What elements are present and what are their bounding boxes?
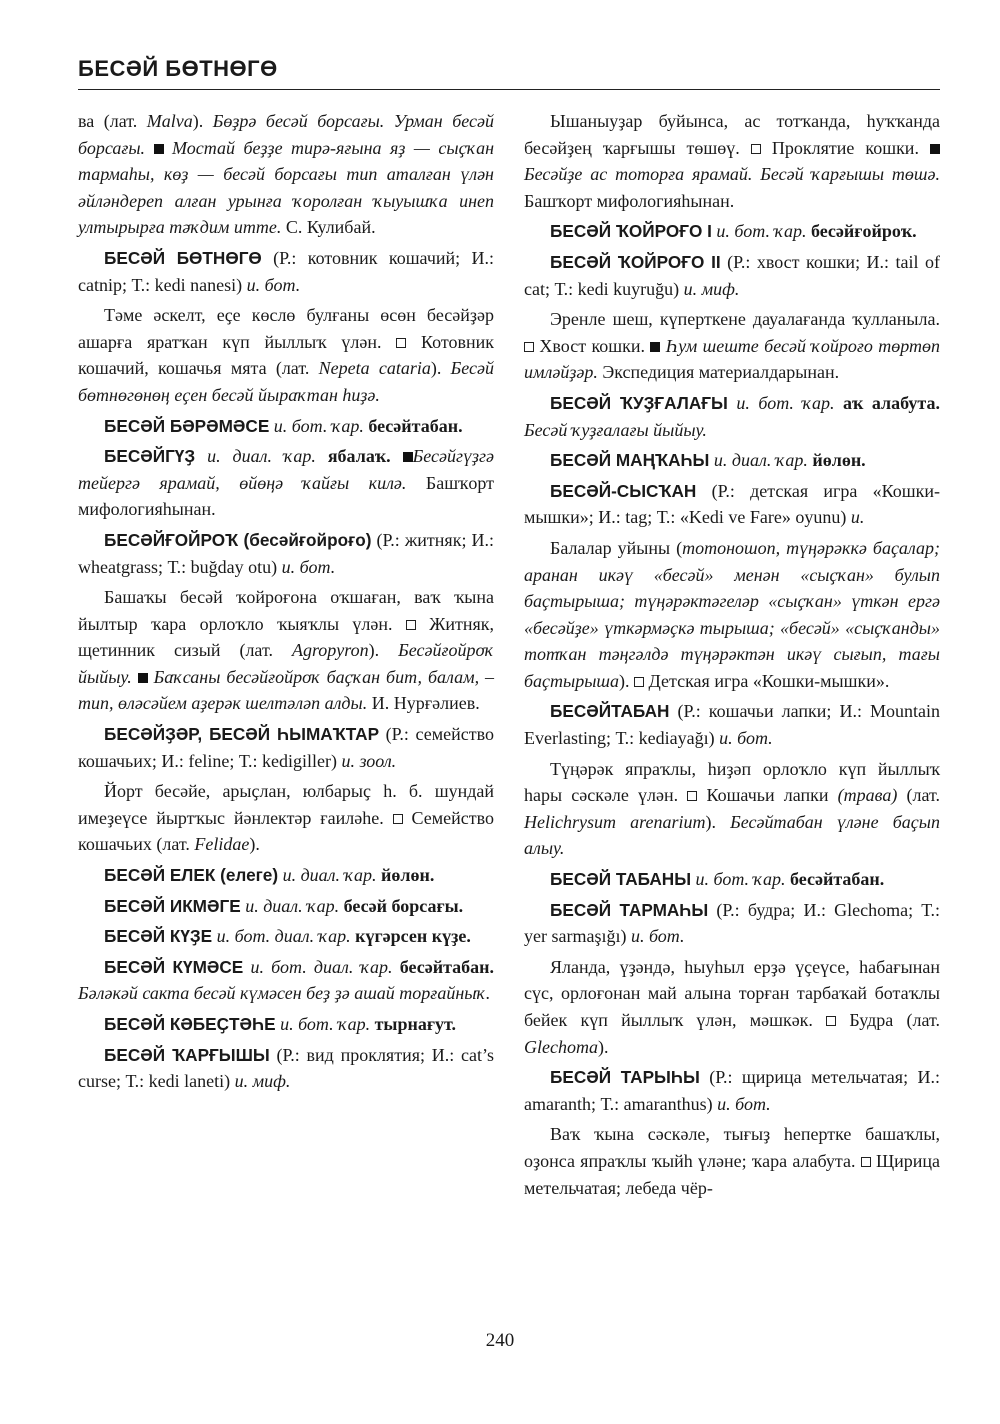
entry: БЕСӘЙ КӘБЕҪТӘҺЕ и. бот. ҡар. тырнағут. (104, 1014, 457, 1034)
entry: БЕСӘЙ МАҢҠАҺЫ и. диал. ҡар. йөлөн. (550, 450, 866, 471)
entry: БЕСӘЙТАБАН (Р.: кошачьи лапки; И.: Mountain Everlasting; Т.: kediayağı) и. бот. (524, 701, 940, 749)
russian-equivalent-icon (393, 814, 403, 824)
headword: БЕСӘЙҘӘР, БЕСӘЙ ҺЫМАҠТАР (104, 724, 380, 745)
headword: БЕСӘЙ ҠОЙРОҒО II (550, 251, 721, 272)
headword: БЕСӘЙТАБАН (550, 701, 670, 722)
entry: БЕСӘЙГҮҘ и. диал. ҡар. ябалаҡ. Бесәйгүҙгә тейергә ярамай, өйөңә ҡайғы килә. Башҡорт мифологияһынан. (78, 446, 495, 520)
russian-equivalent-icon (687, 791, 697, 801)
entry: БЕСӘЙ ТАРМАҺЫ (Р.: будра; И.: Glechoma; Т.: yer sarmaşığı) и. бот. (524, 899, 940, 947)
entry-definition: Ваҡ ҡына сәскәле, тығыҙ һепертке башаҡлы, оҙонса япраҡлы ҡыйһ үләне; ҡара алабута. Щирица метельчатая; лебеда чёр- (524, 1124, 941, 1198)
headword: БЕСӘЙ ТАРЫҺЫ (550, 1067, 700, 1088)
headword: БЕСӘЙГҮҘ (104, 446, 196, 467)
entry-definition: Балалар уйыны (тотоношоп, түңәрәккә баҫалар; аранан икәү «бесәй» менән «сыҫҡан» булып баҫтырыша; түңәрәктәгеләр «сыҫҡан» үткән ергә «бесәйҙе» үткәрмәҫкә тырыша; «бесәй» «сыҫҡанды» тотҡан тәңгәлдә түңәрәктән икәү сығып, тағы баҫтырыша). Детская игра «Кошки-мышки». (524, 537, 940, 691)
entry-definition: Эренле шеш, күперткене дауалағанда ҡулланыла. Хвост кошки. Һум шеште бесәй ҡойроғо төртөп имләйҙәр. Экспедиция материалдарынан. (524, 309, 940, 383)
entry-definition: Йорт бесәйе, арыҫлан, юлбарыҫ һ. б. шундай имеҙеүсе йыртҡыс йәнлектәр ғаиләһе. Семейство кошачьих (лат. Felidae). (78, 781, 494, 855)
headword: БЕСӘЙ БӘРӘМӘСЕ (104, 415, 270, 436)
entry: БЕСӘЙ ҠУҘҒАЛАҒЫ и. бот. ҡар. аҡ алабута. Бесәй ҡуҙғалағы йыйыу. (524, 392, 940, 440)
entry: БЕСӘЙ ҠОЙРОҒО I и. бот. ҡар. бесәйғойроҡ. (550, 221, 917, 242)
entry: БЕСӘЙҒОЙРОҠ (бесәйғойроғо) (Р.: житняк; И.: wheatgrass; Т.: buğday otu) и. бот. (78, 529, 494, 577)
headword: БЕСӘЙ ТАРМАҺЫ (550, 899, 709, 920)
russian-equivalent-icon (861, 1157, 871, 1167)
headword: БЕСӘЙ МАҢҠАҺЫ (550, 450, 710, 471)
entry: БЕСӘЙ БӨТНӨГӨ (Р.: котовник кошачий; И.: catnip; Т.: kedi nanesi) и. бот. (78, 247, 494, 295)
page-number: 240 (485, 1330, 515, 1351)
entry: БЕСӘЙ КҮМӘСЕ и. бот. диал. ҡар. бесәйтабан. Бәләкәй сакта бесәй күмәсен беҙ ҙә ашай торғайныҡ. (78, 956, 494, 1004)
entry-definition: Тәме әскелт, еҫе көслө булғаны өсөн бесәйҙәр ашарға яратҡан күп йыллыҡ үлән. Котовник кошачий, кошачья мята (лат. Nepeta cataria). Бесәй бөтнөгөнөң еҫен бесәй йыраҡтан һиҙә. (78, 305, 495, 405)
headword: БЕСӘЙ-СЫСҠАН (550, 480, 697, 501)
entry-definition: Башаҡы бесәй ҡойроғона оҡшаған, ваҡ ҡына йылтыр ҡара орлоҡло ҡыяҡлы үлән. Житняк, щетинник сизый (лат. Agropyron). Бесәйғойроҡ йыйыу. Баҡсаны бесәйғойроҡ баҫҡан бит, балам, – тип, өләсәйем аҙерәк шелтәләп алды. И. Нурғәлиев. (78, 587, 495, 714)
headword: БЕСӘЙ ИКМӘГЕ (104, 895, 241, 916)
russian-equivalent-icon (524, 342, 534, 352)
entry: БЕСӘЙҘӘР, БЕСӘЙ ҺЫМАҠТАР (Р.: семейство кошачьих; И.: feline; Т.: kedigiller) и. зоол. (78, 724, 494, 771)
entry: БЕСӘЙ ЕЛЕК (елеге) и. диал. ҡар. йөлөн. (104, 865, 435, 886)
headword: БЕСӘЙ ҠАРҒЫШЫ (104, 1044, 270, 1065)
entry: БЕСӘЙ ҠАРҒЫШЫ (Р.: вид проклятия; И.: cat’s curse; Т.: kedi laneti) и. миф. (78, 1044, 494, 1092)
entry: БЕСӘЙ-СЫСҠАН (Р.: детская игра «Кошки-мышки»; И.: tag; Т.: «Kedi ve Fare» oyunu) и. (524, 480, 940, 528)
russian-equivalent-icon (826, 1016, 836, 1026)
russian-equivalent-icon (396, 338, 406, 348)
entry: БЕСӘЙ ҠОЙРОҒО II (Р.: хвост кошки; И.: tail of cat; Т.: kedi kuyruğu) и. миф. (524, 251, 940, 299)
right-column (524, 108, 940, 1205)
headword: БЕСӘЙ ЕЛЕК (елеге) (104, 865, 279, 886)
headword: БЕСӘЙ КӘБЕҪТӘҺЕ (104, 1014, 276, 1034)
headword: БЕСӘЙ БӨТНӨГӨ (104, 247, 262, 268)
headword: БЕСӘЙҒОЙРОҠ (бесәйғойроғо) (104, 529, 372, 550)
headword: БЕСӘЙ ҠУҘҒАЛАҒЫ (550, 392, 728, 413)
entry: БЕСӘЙ ТАРЫҺЫ (Р.: щирица метельчатая; И.: amaranth; Т.: amaranthus) и. бот. (524, 1067, 941, 1114)
russian-equivalent-icon (406, 620, 416, 630)
entry: БЕСӘЙ КҮҘЕ и. бот. диал. ҡар. күгәрсен күҙе. (104, 926, 471, 947)
russian-equivalent-icon (751, 144, 761, 154)
entry: БЕСӘЙ ИКМӘГЕ и. диал. ҡар. бесәй борсағы. (104, 895, 464, 916)
example-marker-icon (403, 452, 413, 462)
running-header: БЕСӘЙ БӨТНӨГӨ (78, 56, 278, 81)
entry-definition: Яланда, үҙәндә, һыуһыл ерҙә үҫеүсе, һабағынан сүс, орлоғонан май алына торған тарбаҡай ботаҡлы бейек күп йыллыҡ үлән, мәшкәк. Будра (лат. Glechoma). (524, 956, 940, 1057)
russian-equivalent-icon (634, 677, 644, 687)
headword: БЕСӘЙ КҮҘЕ (104, 926, 213, 947)
example-marker-icon (138, 673, 148, 683)
example-marker-icon (650, 342, 660, 352)
entry-definition: Ышаныуҙар буйынса, ас тотҡанда, һуҡҡанда бесәйҙең ҡарғышы төшөү. Проклятие кошки. Бесәйҙе ас тоторға ярамай. Бесәй ҡарғышы төшә. Башҡорт мифологияһынан. (524, 111, 940, 211)
entry-paragraph: ва (лат. Malva). Бөҙрә бесәй борсағы. Урман бесәй борсағы. Мостай беҙҙе тирә-яғына яҙ — сыҫҡан тармаһы, көҙ — бесәй борсағы тип аталған үлән әйләндереп алған урынға ҡоролған ҡыуышҡа инеп ултырырға тәҡдим итте. С. Кулибай. (78, 111, 494, 238)
example-marker-icon (930, 144, 940, 154)
entry-definition: Түңәрәк япраҡлы, һиҙәп орлоҡло күп йыллыҡ һары сәскәле үлән. Кошачьи лапки (трава) (лат. Helichrysum arenarium). Бесәйтабан үләне баҫып алыу. (524, 758, 940, 859)
headword: БЕСӘЙ ТАБАНЫ (550, 869, 692, 890)
example-marker-icon (154, 144, 164, 154)
headword: БЕСӘЙ КҮМӘСЕ (104, 956, 244, 977)
header-rule (78, 89, 940, 90)
entry: БЕСӘЙ БӘРӘМӘСЕ и. бот. ҡар. бесәйтабан. (104, 415, 463, 436)
entry: БЕСӘЙ ТАБАНЫ и. бот. ҡар. бесәйтабан. (550, 869, 885, 890)
headword: БЕСӘЙ ҠОЙРОҒО I (550, 221, 712, 242)
left-column (78, 108, 494, 1099)
